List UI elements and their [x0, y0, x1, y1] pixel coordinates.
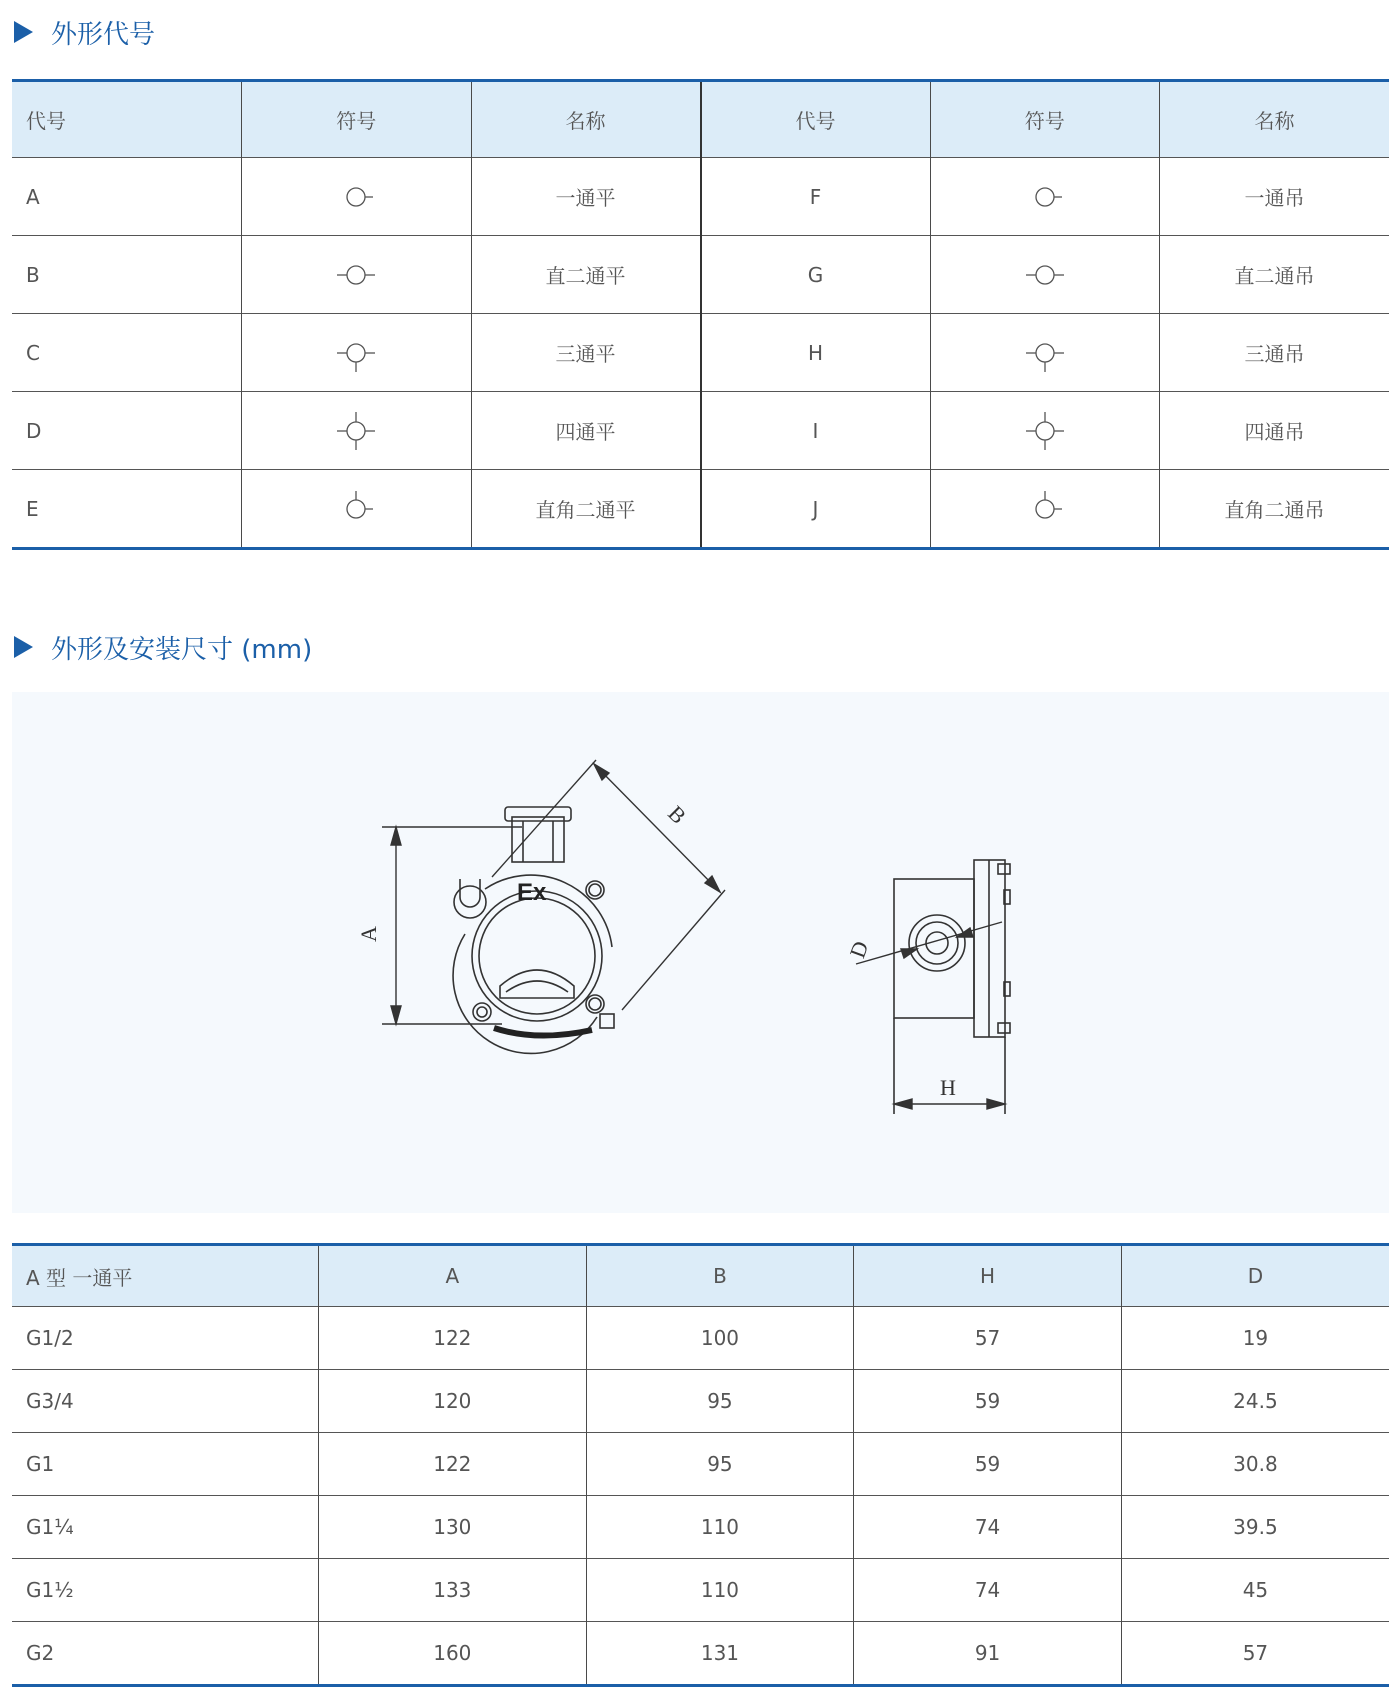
dimension-b-label: B — [663, 800, 692, 829]
value-cell: 59 — [854, 1370, 1122, 1433]
symbol-cell — [930, 314, 1160, 392]
thread-cell: G3/4 — [12, 1370, 319, 1433]
name-cell: 四通平 — [471, 392, 701, 470]
value-cell: 122 — [319, 1307, 587, 1370]
value-cell: 133 — [319, 1559, 587, 1622]
dimension-h-label: H — [940, 1075, 956, 1100]
symbol-cell — [242, 236, 472, 314]
table-row — [12, 1370, 1389, 1433]
value-cell: 100 — [586, 1307, 854, 1370]
name-cell: 三通平 — [471, 314, 701, 392]
value-cell: 91 — [854, 1622, 1122, 1686]
value-cell: 95 — [586, 1370, 854, 1433]
dims-header-row — [12, 1245, 1389, 1307]
header-symbol: 符号 — [242, 81, 472, 158]
code-cell: C — [12, 314, 242, 392]
name-cell: 直角二通吊 — [1160, 470, 1390, 549]
header-h: H — [854, 1245, 1122, 1307]
code-cell: F — [701, 158, 931, 236]
code-cell: G — [701, 236, 931, 314]
thread-cell: G2 — [12, 1622, 319, 1686]
name-cell: 直角二通平 — [471, 470, 701, 549]
symbol-cell — [242, 158, 472, 236]
value-cell: 30.8 — [1121, 1433, 1389, 1496]
value-cell: 39.5 — [1121, 1496, 1389, 1559]
header-a: A — [319, 1245, 587, 1307]
table-row — [12, 236, 1389, 314]
header-name: 名称 — [471, 81, 701, 158]
table-row — [12, 1496, 1389, 1559]
value-cell: 95 — [586, 1433, 854, 1496]
value-cell: 122 — [319, 1433, 587, 1496]
four-way-hang-symbol-icon — [1023, 409, 1067, 453]
header-code: 代号 — [701, 81, 931, 158]
value-cell: 110 — [586, 1559, 854, 1622]
section-title-dimensions — [14, 627, 312, 667]
value-cell: 59 — [854, 1433, 1122, 1496]
table-row — [12, 1622, 1389, 1686]
table-row — [12, 314, 1389, 392]
thread-cell: G1 — [12, 1433, 319, 1496]
code-cell: J — [701, 470, 931, 549]
header-b: B — [586, 1245, 854, 1307]
code-cell: H — [701, 314, 931, 392]
value-cell: 24.5 — [1121, 1370, 1389, 1433]
table-row — [12, 470, 1389, 549]
codes-header-row — [12, 81, 1389, 158]
code-cell: I — [701, 392, 931, 470]
thread-cell: G1½ — [12, 1559, 319, 1622]
value-cell: 19 — [1121, 1307, 1389, 1370]
header-d: D — [1121, 1245, 1389, 1307]
table-row — [12, 1433, 1389, 1496]
ex-badge: Ex — [517, 879, 547, 906]
right-angle-two-way-flat-symbol-icon — [336, 487, 376, 531]
value-cell: 57 — [854, 1307, 1122, 1370]
dimension-drawing — [12, 692, 1389, 1213]
value-cell: 74 — [854, 1559, 1122, 1622]
three-way-flat-symbol-icon — [334, 331, 378, 375]
straight-two-way-flat-symbol-icon — [334, 255, 378, 295]
symbol-cell — [242, 392, 472, 470]
triangle-bullet-icon — [14, 21, 33, 43]
header-symbol: 符号 — [930, 81, 1160, 158]
value-cell: 110 — [586, 1496, 854, 1559]
dimension-d-label: D — [844, 937, 874, 962]
right-angle-two-way-hang-symbol-icon — [1025, 487, 1065, 531]
one-way-flat-symbol-icon — [336, 177, 376, 217]
value-cell: 160 — [319, 1622, 587, 1686]
value-cell: 74 — [854, 1496, 1122, 1559]
dimension-a-marker — [382, 827, 522, 1024]
table-row — [12, 1307, 1389, 1370]
code-cell: D — [12, 392, 242, 470]
value-cell: 57 — [1121, 1622, 1389, 1686]
value-cell: 130 — [319, 1496, 587, 1559]
section-title-text: 外形及安装尺寸 (mm) — [51, 634, 313, 665]
section-title-codes — [14, 12, 155, 52]
symbol-cell — [930, 236, 1160, 314]
dimension-d-marker — [856, 922, 1002, 964]
code-cell: E — [12, 470, 242, 549]
dimension-a-label: A — [356, 926, 381, 942]
table-row — [12, 158, 1389, 236]
thread-cell: G1/2 — [12, 1307, 319, 1370]
symbol-cell — [930, 470, 1160, 549]
dimension-drawing-panel — [12, 692, 1389, 1213]
one-way-hang-symbol-icon — [1025, 177, 1065, 217]
name-cell: 四通吊 — [1160, 392, 1390, 470]
code-cell: A — [12, 158, 242, 236]
name-cell: 直二通吊 — [1160, 236, 1390, 314]
symbol-cell — [930, 158, 1160, 236]
triangle-bullet-icon — [14, 636, 33, 658]
value-cell: 45 — [1121, 1559, 1389, 1622]
four-way-flat-symbol-icon — [334, 409, 378, 453]
symbol-cell — [242, 314, 472, 392]
value-cell: 131 — [586, 1622, 854, 1686]
straight-two-way-hang-symbol-icon — [1023, 255, 1067, 295]
table-row — [12, 392, 1389, 470]
section-title-text: 外形代号 — [51, 19, 156, 50]
symbol-cell — [930, 392, 1160, 470]
name-cell: 三通吊 — [1160, 314, 1390, 392]
name-cell: 直二通平 — [471, 236, 701, 314]
dimensions-table — [12, 1243, 1389, 1687]
three-way-hang-symbol-icon — [1023, 331, 1067, 375]
name-cell: 一通吊 — [1160, 158, 1390, 236]
header-code: 代号 — [12, 81, 242, 158]
header-model: A 型 一通平 — [12, 1245, 319, 1307]
codes-table — [12, 79, 1389, 550]
name-cell: 一通平 — [471, 158, 701, 236]
header-name: 名称 — [1160, 81, 1390, 158]
table-row — [12, 1559, 1389, 1622]
value-cell: 120 — [319, 1370, 587, 1433]
symbol-cell — [242, 470, 472, 549]
dimension-h-marker — [894, 1099, 1005, 1109]
thread-cell: G1¼ — [12, 1496, 319, 1559]
code-cell: B — [12, 236, 242, 314]
front-view-drawing — [453, 807, 614, 1053]
